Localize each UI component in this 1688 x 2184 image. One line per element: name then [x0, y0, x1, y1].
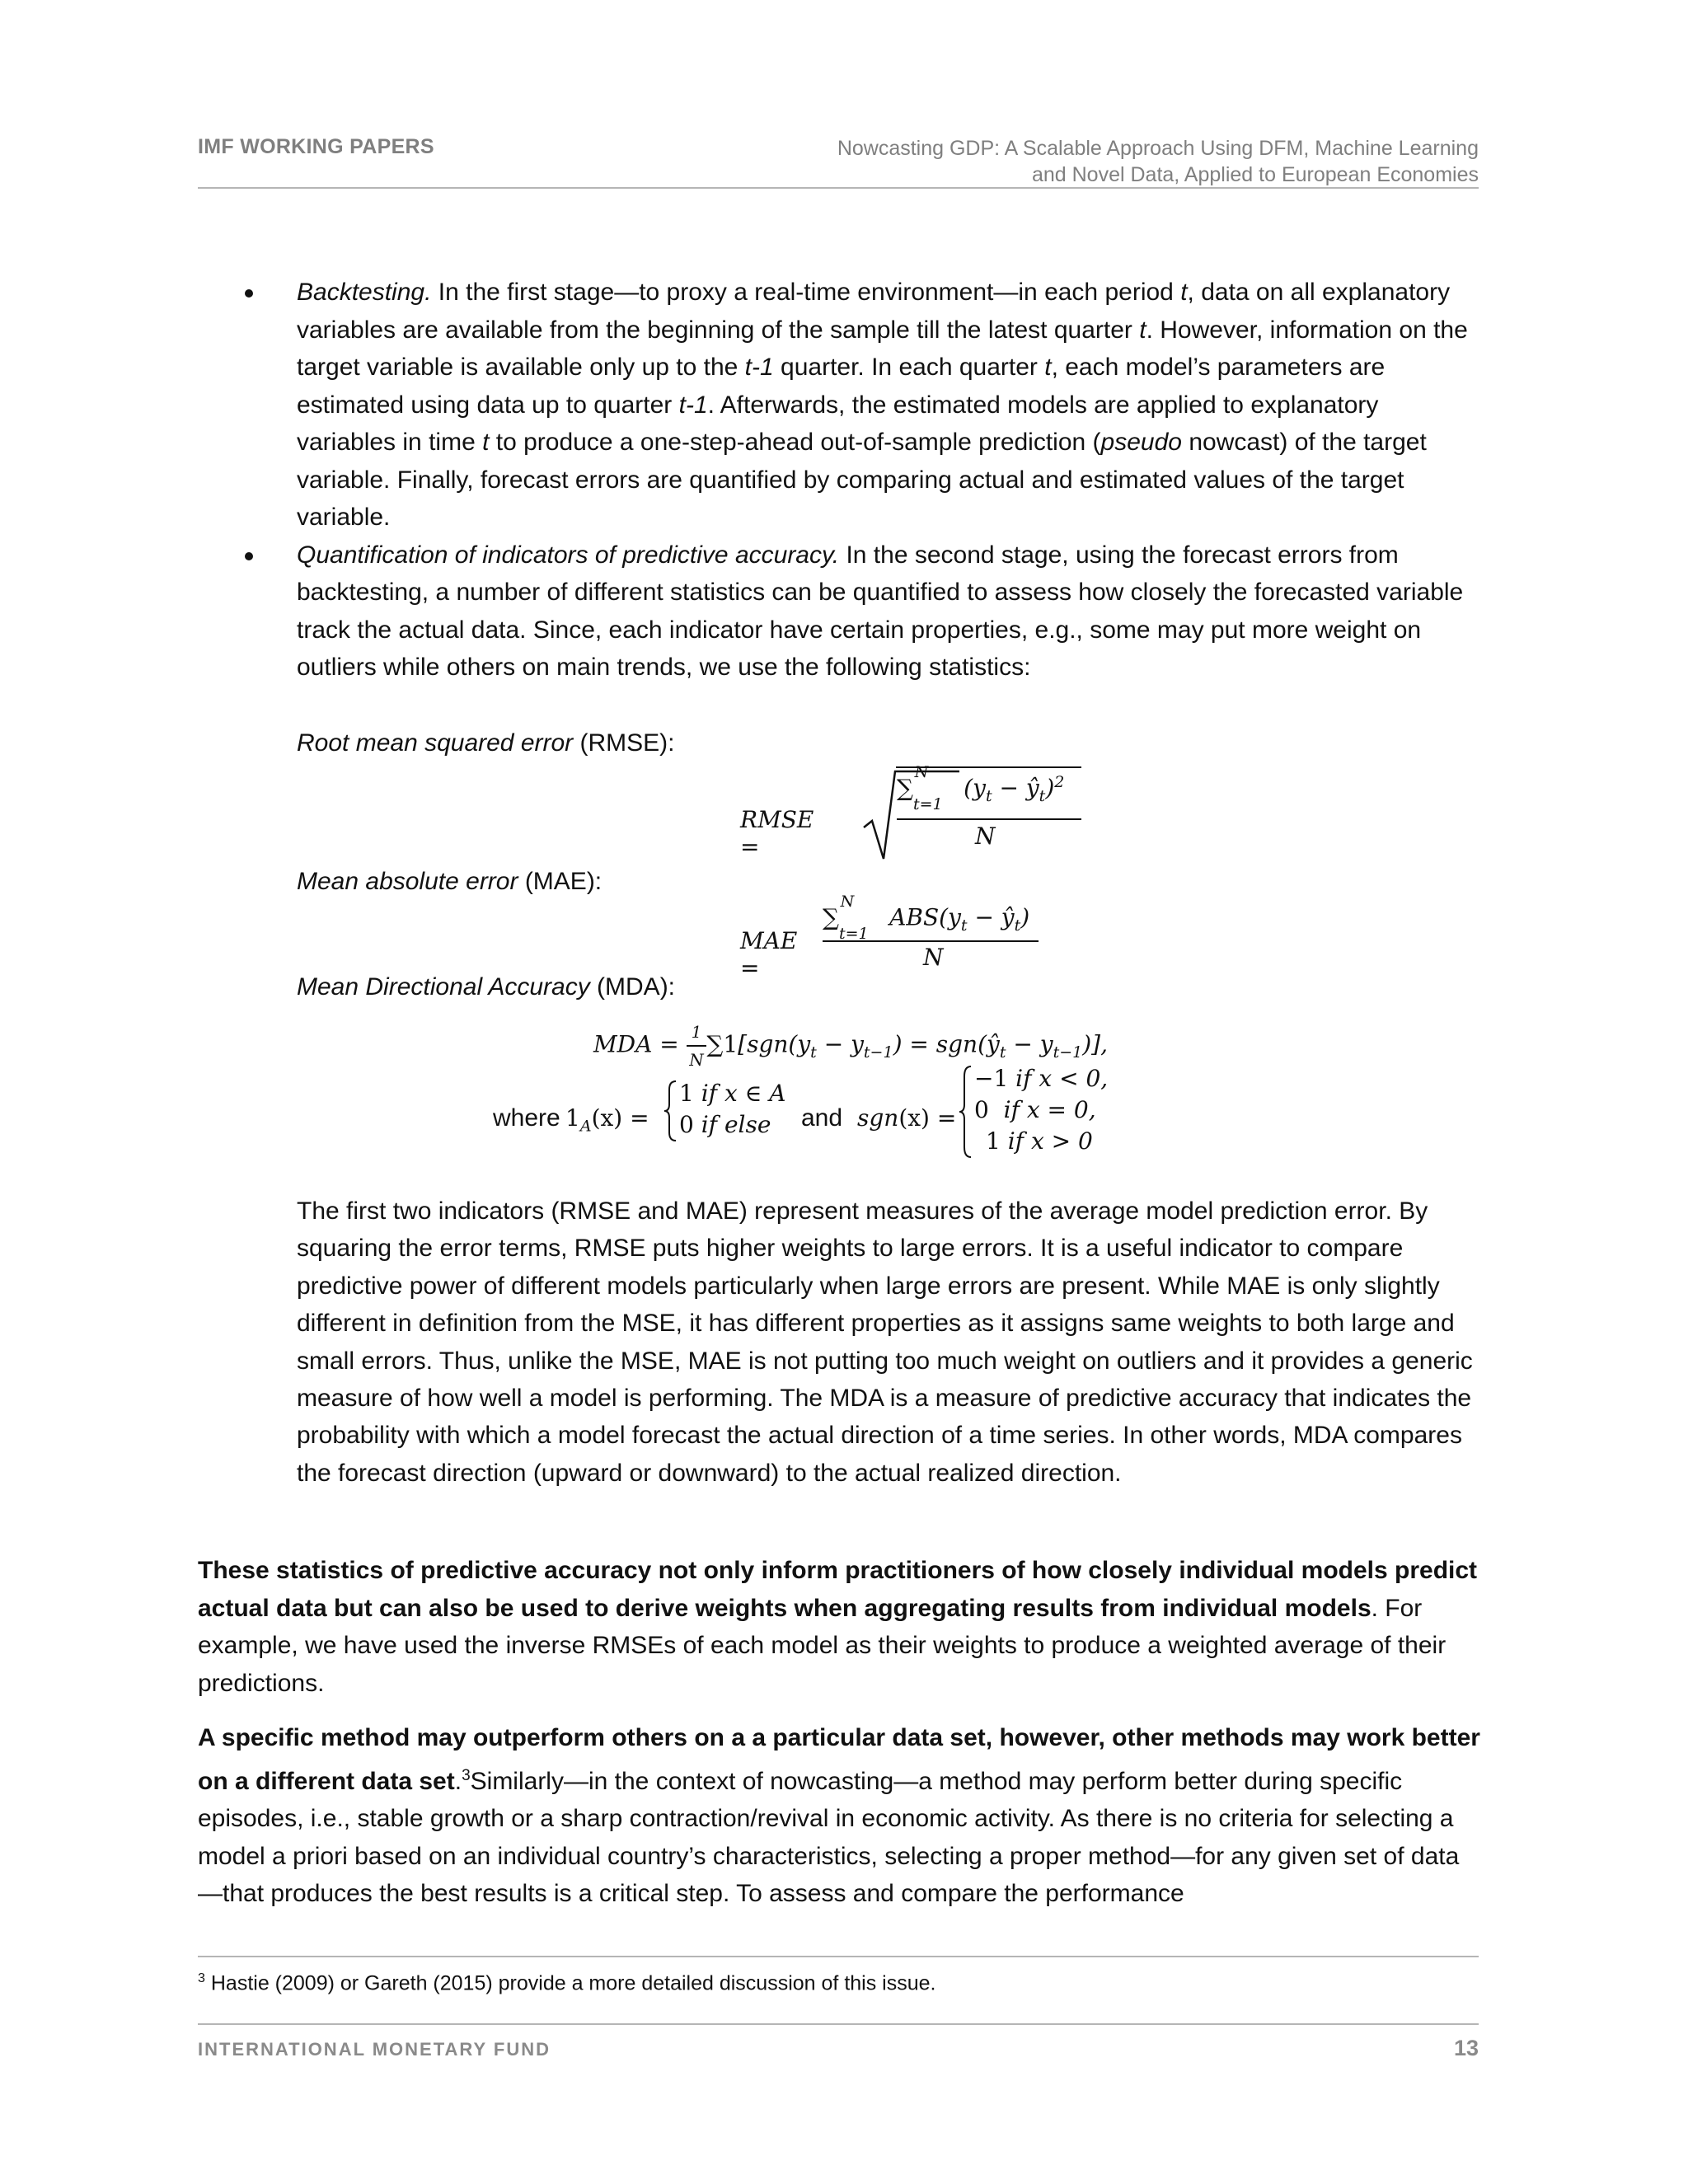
running-header-title-line2: and Novel Data, Applied to European Economies — [1031, 163, 1479, 186]
brace-icon — [958, 1065, 973, 1159]
mda-label — [297, 971, 675, 1004]
text-run: quarter. In each quarter — [773, 354, 1045, 381]
footnote — [198, 1971, 935, 1995]
bullet-backtesting — [198, 274, 1479, 537]
text-run: In the first stage—to proxy a real-time environment—in each period — [431, 279, 1181, 306]
footnote-mark: 3 — [198, 1971, 205, 1985]
text-run: t-1 — [744, 354, 774, 381]
footer-publisher: INTERNATIONAL MONETARY FUND — [198, 2039, 551, 2060]
text-run: (MAE): — [518, 868, 603, 895]
text-run: These statistics of predictive accuracy not only inform practitioners of how closely individual models predict actual data but can also be used to derive weights when aggregating results from individual models — [198, 1557, 1478, 1622]
text-run: , data on all explanatory variables are available from the beginning of the sample till the latest quarter — [297, 279, 1451, 344]
text-run: Mean absolute error — [297, 868, 518, 895]
bullet-icon — [245, 552, 253, 560]
where-text: where — [493, 1104, 560, 1132]
text-run: Root mean squared error — [297, 729, 574, 757]
text-run: . For example, we have used the inverse RMSEs of each model as their weights to produce a weighted average of their predictions. — [198, 1594, 1447, 1697]
header-rule — [198, 187, 1479, 189]
indicator-def: $1_A(x)$ = — [565, 1104, 649, 1136]
running-header-title — [654, 135, 1479, 188]
and-text: and — [801, 1104, 843, 1132]
text-run: pseudo — [1100, 429, 1182, 456]
text-run: Similarly—in the context of nowcasting—a method may perform better during specific episodes, i.e., stable growth or a sharp contraction/revival in economic activity. As there is no criteria for selecting a model a priori based on an individual country’s characteristics, selecting a proper method—for any given set of data—that produces the best results is a critical step. To assess and compare the performance — [198, 1767, 1460, 1907]
running-header-series: IMF WORKING PAPERS — [198, 135, 434, 158]
bullet-quantification — [198, 537, 1479, 687]
text-run: t — [482, 429, 490, 456]
text-run: t — [1044, 354, 1052, 381]
text-run: t-1 — [678, 391, 708, 419]
brace-icon — [663, 1080, 678, 1142]
indicator-explanation: The first two indicators (RMSE and MAE) represent measures of the average model prediction error. By squaring the error terms, RMSE puts higher weights to large errors. It is a useful indicator to compare predictive power of different models particularly when large errors are present. While MAE is only slightly different in definition from the MSE, it has different properties as it assigns same weights to both large and small errors. Thus, unlike the MSE, MAE is not putting too much weight on outliers and it provides a generic measure of how well a model is performing. The MDA is a measure of predictive accuracy that indicates the probability with which a model forecast the actual direction of a time series. In other words, MDA compares the forecast direction (upward or downward) to the actual realized direction. — [297, 1197, 1473, 1487]
text-run: (RMSE): — [573, 729, 675, 757]
text-run: Hastie (2009) or Gareth (2015) provide a more detailed discussion of this issue. — [210, 1971, 936, 1995]
text-run: In the second stage, using the forecast errors from backtesting, a number of different statistics can be quantified to assess how closely the forecasted variable track the actual data. Since, each indicator have certain properties, e.g., some may put more weight on outliers while others on main trends, we use the following statistics: — [297, 541, 1464, 681]
text-run: (MDA): — [589, 973, 676, 1001]
bullet-list — [198, 274, 1479, 687]
text-run: t — [1180, 279, 1188, 306]
text-run: t — [1139, 316, 1146, 344]
page: IMF WORKING PAPERS Nowcasting GDP: A Scalable Approach Using DFM, Machine Learning and Novel Data, Applied to European Economies Backtesting. In the first stage—to proxy a real-time environment—in each period t, data on all explanatory variables are available from the beginning of the sample till the latest quarter t. However, information on the target variable is available only up to the t-1 quarter. In each quarter t, each model’s parameters are estimated using data up to quarter t-1. Afterwards, the estimated models are applied to explanatory variables in time t to produce a one-step-ahead out-of-sample prediction (pseudo nowcast) of the target variable. Finally, forecast errors are quantified by comparing actual and estimated values of the target variable. Quantification of indicators of predictive accuracy. In the second stage, using the forecast errors from backtesting, a number of different statistics can be quantified to assess how closely the forecasted variable track the actual data. Since, each indicator have certain properties, e.g., some may put more weight on outliers while others on main trends, we use the following statistics: Root mean squared error (RMSE): RMSE = $\sum_{t=1}^N$ ($y_t$ − $ŷ_t)^2$ N Mean absolute error (MAE): MAE = $\sum_{t=1}^N$ $ABS(y_t$ − $ŷ_t$) N Mean Directional Accuracy (MDA): MDA = $\frac{1}{N}$ $\sum 1[sgn(y_t - y_{t-1})$ = $sgn(ŷ_t - y_{t-1})$], where $1_A(x)$ = 1 if x ∈ A 0 if else and sgn(x) = −1 if x < 0, 0 if x = 0, 1 if x > 0 The first two indicators (RMSE and MAE) represent measures of the average model prediction error. By squaring the error terms, RMSE puts higher weights to large errors. It is a useful indicator to compare predictive power of different models particularly when large errors are present. While MAE is only slightly different in definition from the MSE, it has different properties as it assigns same weights to both large and small errors. Thus, unlike the MSE, MAE is not putting too much weight on outliers and it provides a generic measure of how well a model is performing. The MDA is a measure of predictive accuracy that indicates the probability with which a model forecast the actual direction of a time series. In other words, MDA compares the forecast direction (upward or downward) to the actual realized direction. These statistics of predictive accuracy not only inform practitioners of how closely individual models predict actual data but can also be used to derive weights when aggregating results from individual models. For example, we have used the inverse RMSEs of each model as their weights to produce a weighted average of their predictions. A specific method may outperform others on a a particular data set, however, other methods may work better on a different data set.$^3$Similarly—in the context of nowcasting—a method may perform better during specific episodes, i.e., stable growth or a sharp contraction/revival in economic activity. As there is no criteria for selecting a model a priori based on an individual country’s characteristics, selecting a proper method—for any given set of data—that produces the best results is a critical step. To assess and compare the performance $^3$ Hastie (2009) or Gareth (2015) provide a more detailed discussion of this issue. INTERNATIONAL MONETARY FUND 13 — [0, 0, 1688, 2184]
page-number: 13 — [1453, 2036, 1479, 2060]
sign-def: sgn(x) = — [857, 1104, 957, 1132]
text-run: , each model’s parameters are estimated using data up to quarter — [297, 354, 1386, 419]
text-run: . Afterwards, the estimated models are applied to explanatory variables in time — [297, 391, 1379, 456]
text-run: nowcast) of the target variable. Finally, forecast errors are quantified by comparing actual and estimated values of the target variable. — [297, 429, 1427, 531]
footnote-rule — [198, 1956, 1479, 1957]
paragraph-method-choice: A specific method may outperform others on a a particular data set, however, other methods may work better on a different data set.$^3$Similarly—in the context of nowcasting—a method may perform better during specific episodes, i.e., stable growth or a sharp contraction/revival in economic activity. As there is no criteria for selecting a model a priori based on an individual country’s characteristics, selecting a proper method—for any given set of data—that produces the best results is a critical step. To assess and compare the performance — [198, 1724, 1480, 1907]
paragraph-weights — [198, 1552, 1484, 1702]
bullet-lead: Quantification of indicators of predictive accuracy. — [297, 541, 840, 569]
text-run: A specific method may outperform others on a a particular data set, however, other methods may work better on a different data set — [198, 1724, 1480, 1795]
bullet-icon — [245, 289, 253, 298]
text-run: to produce a one-step-ahead out-of-sample prediction ( — [489, 429, 1101, 456]
footer-rule — [198, 2023, 1479, 2025]
mae-label — [297, 865, 602, 898]
mda-formula: MDA = $\frac{1}{N}$ $\sum 1[sgn(y_t - y_{t-1})$ = $sgn(ŷ_t - y_{t-1})$], — [593, 1022, 1108, 1070]
bullet-lead: Backtesting. — [297, 279, 432, 306]
rmse-label — [297, 727, 675, 760]
footnote-ref[interactable]: 3 — [462, 1766, 471, 1784]
text-run: . However, information on the target variable is available only up to the — [297, 316, 1468, 381]
running-header-title-line1: Nowcasting GDP: A Scalable Approach Using DFM, Machine Learning — [837, 137, 1479, 160]
text-run: Mean Directional Accuracy — [297, 973, 590, 1001]
